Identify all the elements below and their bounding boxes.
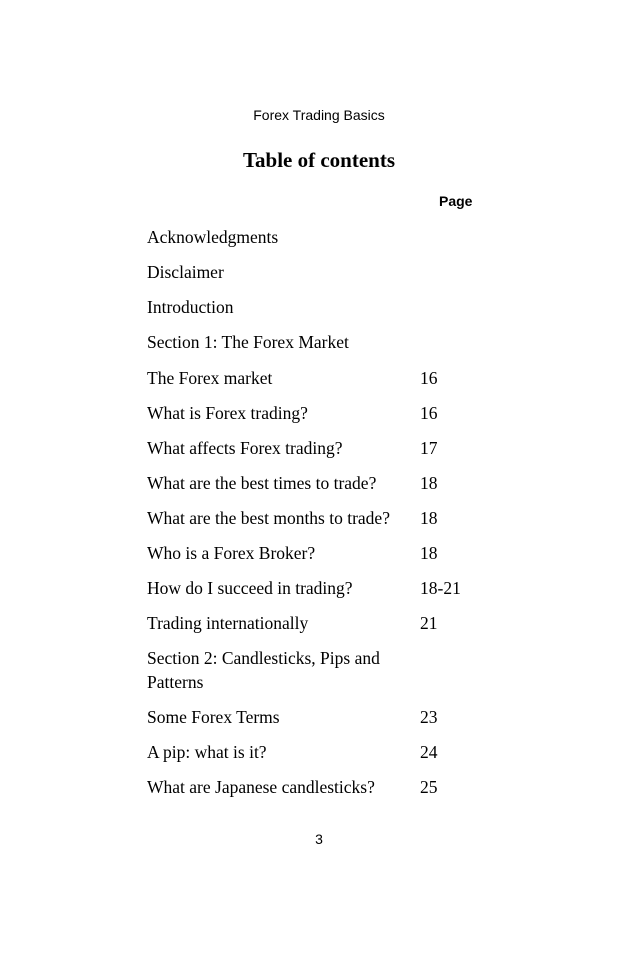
toc-entry-page: 18 bbox=[420, 543, 438, 563]
toc-entry-title: The Forex market bbox=[147, 368, 273, 388]
toc-entry-page: 16 bbox=[420, 368, 438, 388]
toc-entry-title: What affects Forex trading? bbox=[147, 438, 343, 458]
toc-entry-title: Trading internationally bbox=[147, 613, 309, 633]
toc-entry-title: Introduction bbox=[147, 297, 234, 317]
toc-entry-title: A pip: what is it? bbox=[147, 742, 267, 762]
toc-entry-title: What are the best months to trade? bbox=[147, 508, 390, 528]
toc-entry-title: What are the best times to trade? bbox=[147, 473, 377, 493]
page-column-header: Page bbox=[439, 193, 473, 209]
toc-entry-title: Acknowledgments bbox=[147, 227, 279, 247]
toc-entry-title: Section 2: Candlesticks, Pips and Patterns bbox=[147, 648, 380, 692]
page-title: Table of contents bbox=[242, 148, 396, 172]
toc-entry-title: How do I succeed in trading? bbox=[147, 578, 353, 598]
toc-entry-page: 18-21 bbox=[420, 578, 461, 598]
toc-entry-page: 18 bbox=[420, 473, 438, 493]
toc-entry-page: 24 bbox=[420, 742, 438, 762]
running-header: Forex Trading Basics bbox=[253, 107, 385, 123]
toc-entry-page: 16 bbox=[420, 403, 438, 423]
page-number: 3 bbox=[315, 831, 323, 847]
toc-entry-title: What are Japanese candlesticks? bbox=[147, 777, 375, 797]
toc-entry-title: What is Forex trading? bbox=[147, 403, 308, 423]
toc-entry-page: 18 bbox=[420, 508, 438, 528]
toc-entry-title: Some Forex Terms bbox=[147, 707, 280, 727]
toc-entry-page: 23 bbox=[420, 707, 438, 727]
toc-entry-page: 25 bbox=[420, 777, 438, 797]
toc-entry-page: 17 bbox=[420, 438, 438, 458]
toc-entry-title: Section 1: The Forex Market bbox=[147, 332, 349, 352]
toc-entry-title: Disclaimer bbox=[147, 262, 224, 282]
toc-entry-title: Who is a Forex Broker? bbox=[147, 543, 316, 563]
toc-entry-page: 21 bbox=[420, 613, 438, 633]
